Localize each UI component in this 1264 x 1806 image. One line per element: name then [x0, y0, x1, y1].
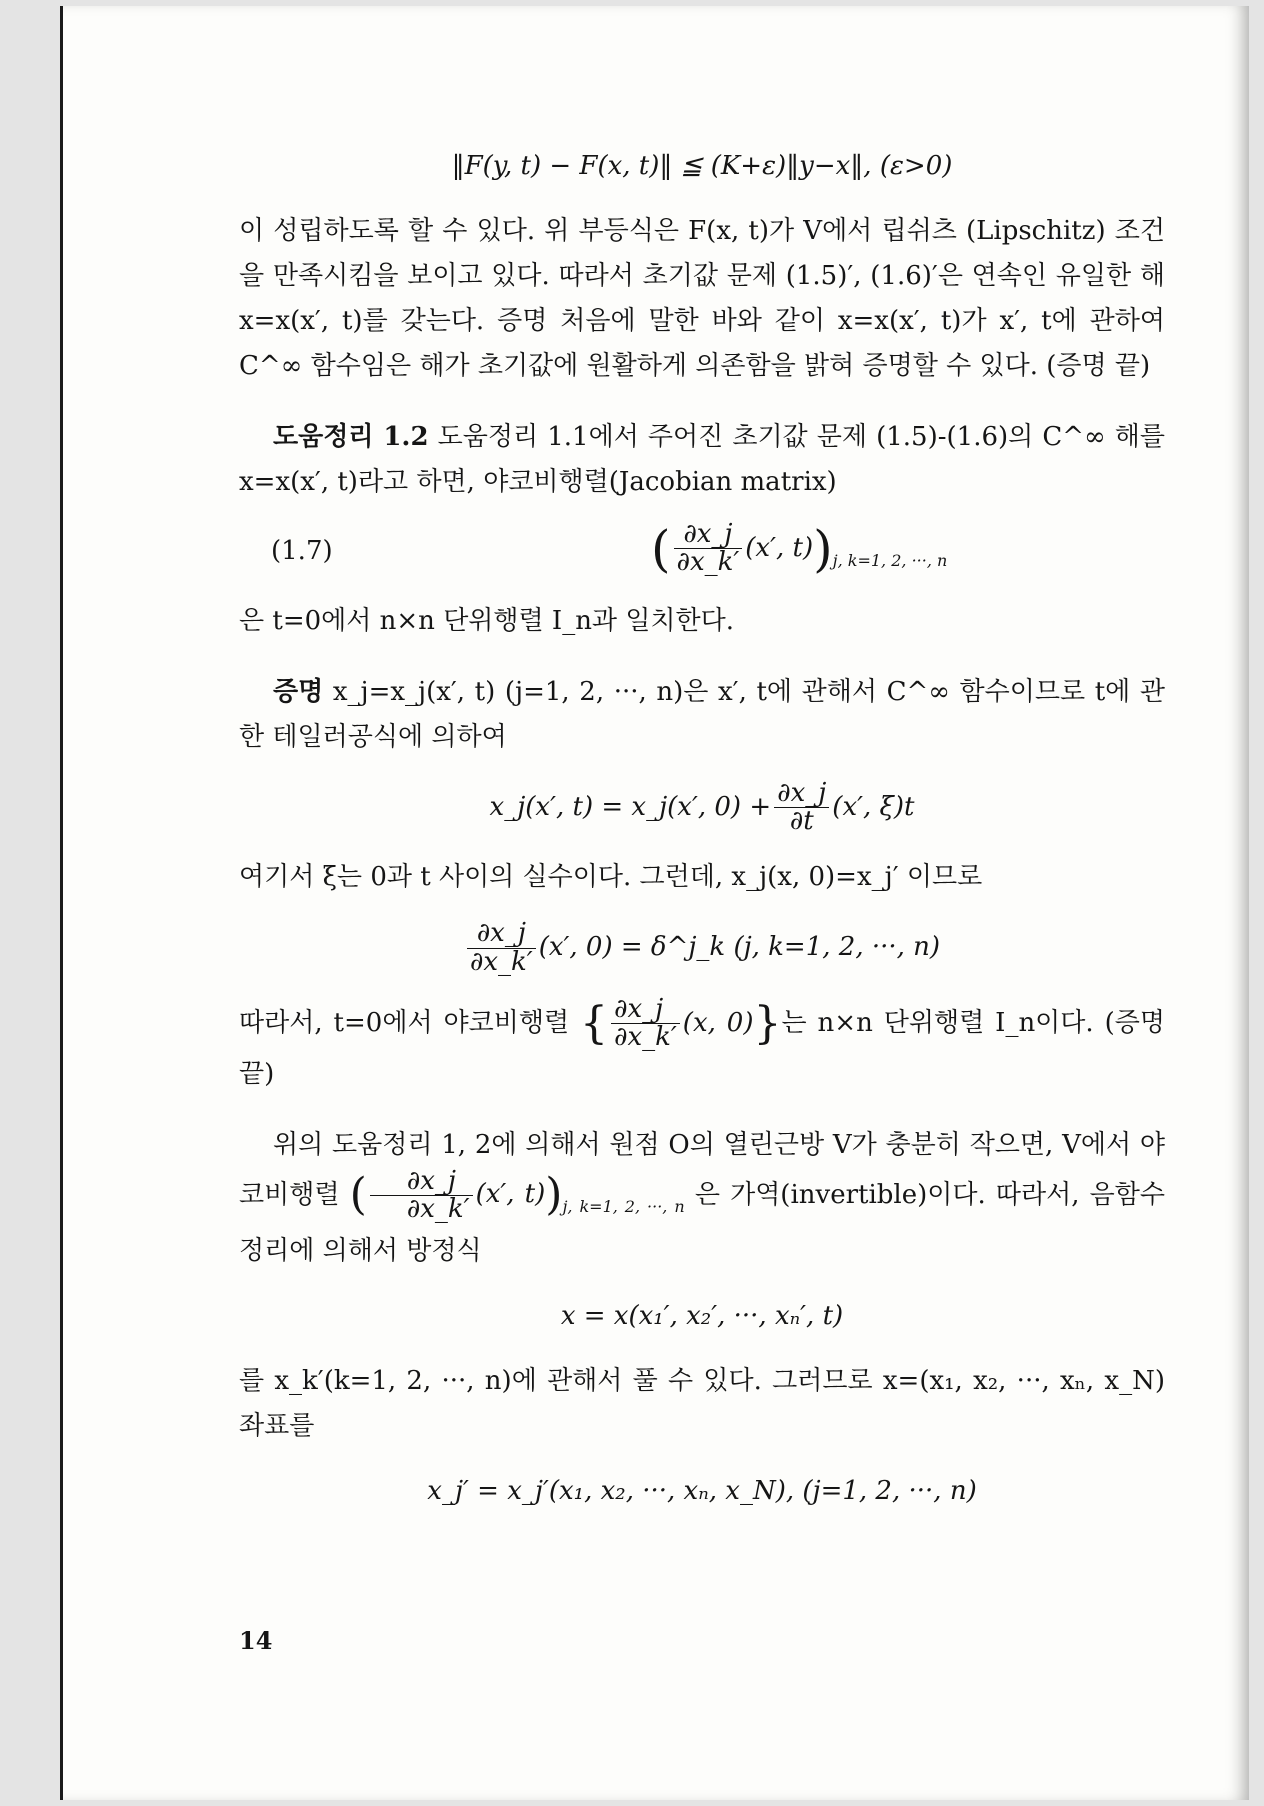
taylor-formula: [239, 777, 1165, 837]
coordinate-transform-equation: x_j′ = x_j′(x₁, x₂, ···, xₙ, x_N), (j=1, 2, ···, n): [427, 1476, 977, 1507]
paragraph-identity-matrix: 은 t=0에서 n×n 단위행렬 I_n과 일치한다.: [239, 605, 735, 636]
fraction-numerator: ∂x_j: [674, 521, 743, 549]
text-after: 은 가역(invertible)이다. 따라서, 음함수정리에 의해서 방정식: [239, 1179, 1166, 1267]
fraction-numerator: ∂x_j: [611, 996, 680, 1024]
lemma-label: 도움정리 1.2: [273, 422, 429, 452]
fraction-numerator: ∂x_j: [467, 920, 536, 948]
jacobian-matrix-expression: ( $\frac{\partial x\_j}{\partial x\_k'}$ (x′, $t))_{j, k=1, 2, \cdot\cdot\cdot, n}$: [651, 519, 948, 578]
text-before: 따라서, t=0에서 야코비행렬: [239, 1007, 570, 1038]
proof-text: x_j=x_j(x′, t) (j=1, 2, ···, n)은 x′, t에 관해서 C^∞ 함수이므로 t에 관한 테일러공식에 의하여: [239, 676, 1166, 752]
implicit-equation: x = x(x₁′, x₂′, ···, xₙ′, t): [560, 1301, 844, 1332]
index-range: j, k=1, 2, ···, n: [562, 1197, 685, 1217]
delta-right: (x′, 0) = δ^j_k (j, k=1, 2, ···, n): [538, 932, 941, 963]
fraction-denominator: ∂t: [789, 806, 814, 837]
text-before: 위의 도움정리 1, 2에 의해서 원점 O의 열린근방 V가 충분히 작으면, V에서 야코비행렬: [239, 1129, 1165, 1210]
paragraph-lipschitz-conclusion: 이 성립하도록 할 수 있다. 위 부등식은 F(x, t)가 V에서 립쉬츠 (Lipschitz) 조건을 만족시킴을 보이고 있다. 따라서 초기값 문제 (1.5)′, (1.6)′은 연속인 유일한 해 x=x(x′, t)를 갖는다. 증명 처음에 말한 바와 같이 x=x(x′, t)가 x′, t에 관하여 C^∞ 함수임은 해가 초기값에 원활하게 의존함을 밝혀 증명할 수 있다. (증명 끝): [239, 216, 1165, 381]
lemma-1-2: [239, 415, 1165, 505]
fraction-denominator: ∂x_k′: [406, 1193, 470, 1224]
paragraph-invertible: 위의 도움정리 1, 2에 의해서 원점 O의 열린근방 V가 충분히 작으면, V에서 야코비행렬 ( $\frac{\partial x\_j}{\partial x\_k'}$ (x′, $t))_{j, k=1, 2, \cdot\cdot\cdot, n}$ 은 가역(invertible)이다. 따라서, 음함수정리에 의해서 방정식: [239, 1129, 1166, 1267]
proof-label: 증명: [273, 676, 324, 707]
equation-label: (1.7): [271, 536, 333, 567]
paragraph-solve-coordinates: 를 x_k′(k=1, 2, ···, n)에 관해서 풀 수 있다. 그러므로 x=(x₁, x₂, ···, xₙ, x_N) 좌표를: [239, 1366, 1165, 1442]
lipschitz-inequality: ‖F(y, t) − F(x, t)‖ ≦ (K+ε)‖y−x‖, (ε>0): [451, 151, 953, 181]
fraction-denominator: ∂x_k′: [614, 1022, 677, 1053]
paragraph-xi: 여기서 ξ는 0과 t 사이의 실수이다. 그런데, x_j(x, 0)=x_j′ 이므로: [239, 862, 983, 893]
jacobian-argument: (x′, t): [745, 532, 814, 563]
kronecker-delta-equation: [239, 920, 1165, 976]
index-range: j, k=1, 2, ···, n: [832, 550, 948, 570]
text-after: 는 n×n 단위행렬 I_n이다. (증명 끝): [239, 1007, 1165, 1089]
page-number: 14: [239, 1626, 273, 1655]
paragraph-jacobian-identity: 따라서, t=0에서 야코비행렬 { $\frac{\partial x\_j}{\partial x\_k'}$ (x, 0)}는 n×n 단위행렬 I_n이다. (증명 끝): [239, 993, 1165, 1089]
fraction-numerator: ∂x_j: [370, 1168, 473, 1196]
fraction-numerator: ∂x_j: [774, 780, 829, 808]
proof: [239, 670, 1165, 760]
book-page: [60, 6, 1249, 1800]
taylor-right: (x′, ξ)t: [832, 791, 915, 822]
jacobian-argument: (x, 0): [682, 1007, 754, 1038]
lemma-text: 도움정리 1.1에서 주어진 초기값 문제 (1.5)-(1.6)의 C^∞ 해를 x=x(x′, t)라고 하면, 야코비행렬(Jacobian matrix): [239, 422, 1165, 497]
fraction-denominator: ∂x_k′: [676, 547, 740, 578]
equation-1-7: [239, 521, 1165, 583]
jacobian-argument: (x′, t): [475, 1179, 546, 1210]
taylor-left: x_j(x′, t) = x_j(x′, 0) +: [489, 791, 772, 822]
page-content: [239, 124, 1165, 1534]
fraction-denominator: ∂x_k′: [469, 946, 533, 977]
